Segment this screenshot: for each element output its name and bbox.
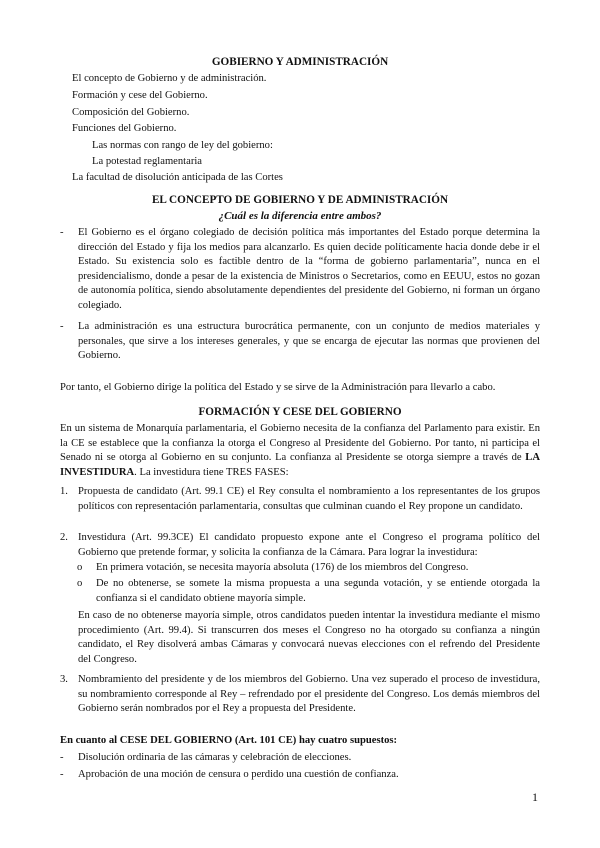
- toc-item-composicion: Composición del Gobierno.: [72, 107, 190, 118]
- section-title-formacion: FORMACIÓN Y CESE DEL GOBIERNO: [198, 406, 402, 418]
- section-title-concepto: EL CONCEPTO DE GOBIERNO Y DE ADMINISTRACIÓN: [151, 194, 449, 206]
- investidura-term: LA INVESTIDURA: [60, 452, 540, 478]
- cese-item-mocion: Aprobación de una moción de censura o perdido una cuestión de confianza.: [78, 769, 399, 780]
- bullet-dash: -: [60, 227, 64, 238]
- bullet-dash: -: [60, 752, 64, 763]
- toc-item-formacion: Formación y cese del Gobierno.: [72, 90, 208, 101]
- section-heading-cese: En cuanto al CESE DEL GOBIERNO (Art. 101 CE) hay cuatro supuestos:: [60, 735, 398, 746]
- toc-subitem-potestad: La potestad reglamentaria: [92, 156, 203, 167]
- paragraph-gobierno: El Gobierno es el órgano colegiado de decisión política más importantes del Estado porque determina la dirección del Estado y fija los medios para alcanzarlo. Es quien decide políticamente hacia donde debe ir el Estado. Su existencia solo es factible dentro de la “forma de gobierno parlamentaria”, nunca en el presidencialismo, donde a pesar de la existencia de Ministros o Secretarios, como en EEUU, estos no gozan de autonomía política, siendo absolutamente dependientes del presidente del Gobierno, ni forman un órgano colegiado.: [78, 227, 540, 311]
- paragraph-administracion: La administración es una estructura burocrática permanente, con un conjunto de medios materiales y personales, que sirve a los intereses generales, y que se encarga de ejecutar las normas que provienen del Gobierno.: [78, 321, 540, 361]
- bullet-dash: -: [60, 769, 64, 780]
- page-number: 1: [532, 790, 538, 804]
- paragraph-investidura-intro: En un sistema de Monarquía parlamentaria, el Gobierno necesita de la confianza del Parlamento para existir. En la CE se establece que la confianza la otorga el Congreso al Presidente del Gobierno. Por tanto, ni participa el Senado ni se otorga al Gobierno en su conjunto. La confianza al Presidente se otorga siempre a través de LA INVESTIDURA. La investidura tiene TRES FASES:: [60, 423, 540, 478]
- list-number-1: 1.: [60, 486, 68, 497]
- sub-bullet-circle: o: [77, 578, 83, 589]
- paragraph-conclusion: Por tanto, el Gobierno dirige la política del Estado y se sirve de la Administración para llevarlo a cabo.: [60, 382, 496, 393]
- sub-item-segunda-votacion: De no obtenerse, se somete la misma propuesta a una segunda votación, y se entiende otorgada la confianza si el candidato obtiene mayoría simple.: [96, 578, 540, 604]
- toc-item-concepto: El concepto de Gobierno y de administración.: [72, 73, 267, 84]
- list-number-2: 2.: [60, 532, 68, 543]
- cese-item-disolucion: Disolución ordinaria de las cámaras y celebración de elecciones.: [78, 752, 352, 763]
- list-number-3: 3.: [60, 674, 68, 685]
- paragraph-otros-candidatos: En caso de no obtenerse mayoría simple, otros candidatos pueden intentar la investidura mediante el mismo procedimiento (Art. 99.4). Si transcurren dos meses el Congreso no ha otorgado su confianza a ningún candidato, el Rey disolverá ambas Cámaras y convocará nuevas elecciones con el refrendo del Presidente del Congreso.: [78, 610, 540, 665]
- sub-item-primera-votacion: En primera votación, se necesita mayoría absoluta (176) de los miembros del Congreso.: [96, 562, 469, 573]
- toc-item-funciones: Funciones del Gobierno.: [72, 123, 177, 134]
- bullet-dash: -: [60, 321, 64, 332]
- list-item-investidura: Investidura (Art. 99.3CE) El candidato propuesto expone ante el Congreso el programa político del Gobierno que pretende formar, y solicita la confianza de la Cámara. Para lograr la investidura:: [78, 532, 540, 558]
- toc-item-disolucion: La facultad de disolución anticipada de las Cortes: [72, 172, 283, 183]
- sub-bullet-circle: o: [77, 562, 83, 573]
- list-item-nombramiento: Nombramiento del presidente y de los miembros del Gobierno. Una vez superado el proceso de investidura, su nombramiento corresponde al Rey – refrendado por el presidente del Congreso. Los demás miembros del Gobierno serán nombrados por el Rey a propuesta del Presidente.: [78, 674, 540, 714]
- toc-subitem-normas: Las normas con rango de ley del gobierno:: [92, 140, 273, 151]
- document-title: GOBIERNO Y ADMINISTRACIÓN: [211, 56, 389, 68]
- section-subtitle-diferencia: ¿Cuál es la diferencia entre ambos?: [218, 210, 382, 222]
- list-item-propuesta: Propuesta de candidato (Art. 99.1 CE) el Rey consulta el nombramiento a los representantes de los grupos políticos con representación parlamentaria, consultas que culminan cuando el Rey propone un candidato.: [78, 486, 540, 512]
